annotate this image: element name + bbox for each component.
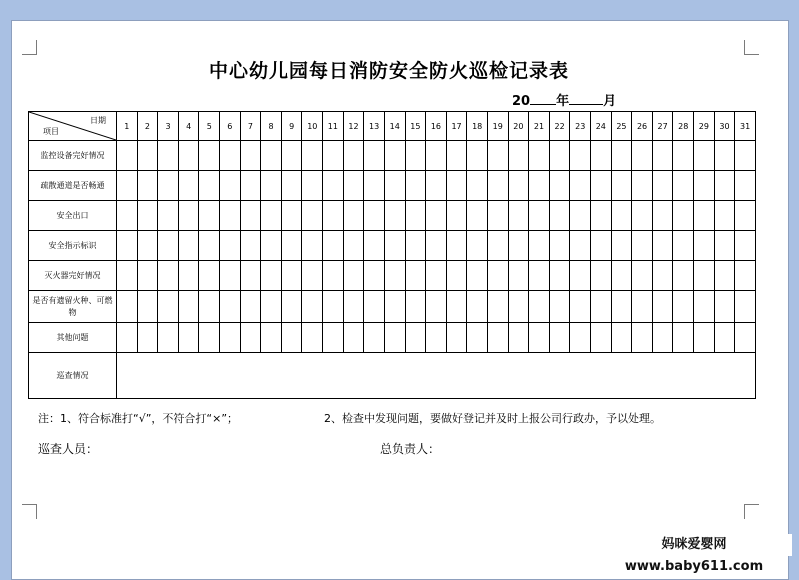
check-cell[interactable] [323,171,344,201]
check-cell[interactable] [405,261,426,291]
check-cell[interactable] [302,141,323,171]
check-cell[interactable] [467,231,488,261]
day-header: 7 [240,112,261,141]
day-header: 21 [529,112,550,141]
check-cell[interactable] [611,261,632,291]
check-cell[interactable] [632,261,653,291]
day-header: 3 [158,112,179,141]
check-cell[interactable] [549,261,570,291]
check-cell[interactable] [137,201,158,231]
check-cell[interactable] [467,261,488,291]
inspection-table [28,111,756,399]
check-cell[interactable] [240,231,261,261]
check-cell[interactable] [611,323,632,353]
table-row [29,231,756,261]
check-cell[interactable] [673,291,694,323]
check-cell[interactable] [178,323,199,353]
document-title: 中心幼儿园每日消防安全防火巡检记录表 [208,60,569,82]
check-cell[interactable] [137,141,158,171]
month-blank[interactable] [569,92,603,105]
check-cell[interactable] [199,201,220,231]
check-cell[interactable] [343,291,364,323]
check-cell[interactable] [652,171,673,201]
check-cell[interactable] [714,261,735,291]
day-header: 6 [220,112,241,141]
summary-row [29,353,756,399]
check-cell[interactable] [591,141,612,171]
day-header: 25 [611,112,632,141]
check-cell[interactable] [364,141,385,171]
header-row [29,112,756,141]
check-cell[interactable] [261,323,282,353]
check-cell[interactable] [302,231,323,261]
check-cell[interactable] [364,201,385,231]
check-cell[interactable] [487,201,508,231]
check-cell[interactable] [591,261,612,291]
check-cell[interactable] [117,261,138,291]
check-cell[interactable] [158,201,179,231]
check-cell[interactable] [405,171,426,201]
check-cell[interactable] [405,323,426,353]
day-header: 18 [467,112,488,141]
check-cell[interactable] [158,261,179,291]
day-header: 4 [178,112,199,141]
check-cell[interactable] [426,261,447,291]
row-label: 灭火器完好情况 [29,261,117,291]
day-header: 16 [426,112,447,141]
check-cell[interactable] [137,323,158,353]
check-cell[interactable] [694,323,715,353]
year-label: 年 [556,94,570,109]
note-1: 注：1、符合标准打“√”，不符合打“×”； [38,412,239,425]
check-cell[interactable] [178,201,199,231]
check-cell[interactable] [611,141,632,171]
check-cell[interactable] [673,201,694,231]
check-cell[interactable] [673,261,694,291]
day-header: 12 [343,112,364,141]
check-cell[interactable] [364,171,385,201]
check-cell[interactable] [570,201,591,231]
check-cell[interactable] [446,291,467,323]
check-cell[interactable] [426,171,447,201]
check-cell[interactable] [467,201,488,231]
check-cell[interactable] [735,291,756,323]
check-cell[interactable] [735,231,756,261]
day-header: 31 [735,112,756,141]
check-cell[interactable] [199,231,220,261]
check-cell[interactable] [178,291,199,323]
day-header: 11 [323,112,344,141]
day-header: 17 [446,112,467,141]
table-row [29,171,756,201]
check-cell[interactable] [529,323,550,353]
check-cell[interactable] [714,201,735,231]
check-cell[interactable] [261,171,282,201]
check-cell[interactable] [652,323,673,353]
check-cell[interactable] [117,201,138,231]
check-cell[interactable] [549,141,570,171]
check-cell[interactable] [549,231,570,261]
check-cell[interactable] [446,171,467,201]
check-cell[interactable] [323,231,344,261]
check-cell[interactable] [199,141,220,171]
check-cell[interactable] [281,201,302,231]
check-cell[interactable] [714,171,735,201]
check-cell[interactable] [158,141,179,171]
check-cell[interactable] [591,201,612,231]
check-cell[interactable] [117,323,138,353]
check-cell[interactable] [405,291,426,323]
check-cell[interactable] [240,171,261,201]
check-cell[interactable] [281,231,302,261]
check-cell[interactable] [487,291,508,323]
check-cell[interactable] [426,231,447,261]
check-cell[interactable] [735,171,756,201]
check-cell[interactable] [714,291,735,323]
check-cell[interactable] [220,171,241,201]
check-cell[interactable] [467,171,488,201]
check-cell[interactable] [508,231,529,261]
check-cell[interactable] [467,291,488,323]
check-cell[interactable] [467,323,488,353]
check-cell[interactable] [694,201,715,231]
check-cell[interactable] [529,231,550,261]
table-row [29,141,756,171]
check-cell[interactable] [694,141,715,171]
check-cell[interactable] [323,323,344,353]
table-row [29,261,756,291]
note-2: 2、检查中发现问题，要做好登记并及时上报公司行政办，予以处理。 [324,412,661,425]
check-cell[interactable] [694,291,715,323]
check-cell[interactable] [384,323,405,353]
check-cell[interactable] [199,171,220,201]
check-cell[interactable] [343,171,364,201]
check-cell[interactable] [529,291,550,323]
check-cell[interactable] [735,323,756,353]
check-cell[interactable] [343,201,364,231]
check-cell[interactable] [632,201,653,231]
table-row [29,291,756,323]
check-cell[interactable] [261,201,282,231]
check-cell[interactable] [549,291,570,323]
corner-mark-top-right [744,40,759,55]
day-header: 8 [261,112,282,141]
table-row [29,323,756,353]
check-cell[interactable] [405,231,426,261]
day-header: 29 [694,112,715,141]
day-header: 28 [673,112,694,141]
check-cell[interactable] [384,261,405,291]
day-header: 20 [508,112,529,141]
check-cell[interactable] [446,201,467,231]
day-header: 1 [117,112,138,141]
day-header: 19 [487,112,508,141]
check-cell[interactable] [426,201,447,231]
check-cell[interactable] [281,323,302,353]
day-header: 22 [549,112,570,141]
check-cell[interactable] [652,231,673,261]
check-cell[interactable] [632,323,653,353]
day-header: 10 [302,112,323,141]
check-cell[interactable] [178,171,199,201]
check-cell[interactable] [199,323,220,353]
year-prefix: 20 [512,94,531,109]
check-cell[interactable] [508,201,529,231]
day-header: 26 [632,112,653,141]
check-cell[interactable] [323,141,344,171]
check-cell[interactable] [302,201,323,231]
check-cell[interactable] [302,171,323,201]
check-cell[interactable] [508,323,529,353]
check-cell[interactable] [487,231,508,261]
check-cell[interactable] [652,201,673,231]
header-item-label: 项目 [43,127,59,136]
check-cell[interactable] [570,291,591,323]
check-cell[interactable] [694,231,715,261]
check-cell[interactable] [529,201,550,231]
day-header: 5 [199,112,220,141]
check-cell[interactable] [158,171,179,201]
check-cell[interactable] [611,171,632,201]
check-cell[interactable] [570,261,591,291]
check-cell[interactable] [426,323,447,353]
check-cell[interactable] [508,261,529,291]
day-header: 9 [281,112,302,141]
check-cell[interactable] [570,171,591,201]
check-cell[interactable] [487,261,508,291]
check-cell[interactable] [364,231,385,261]
check-cell[interactable] [364,323,385,353]
check-cell[interactable] [487,141,508,171]
check-cell[interactable] [529,141,550,171]
row-label: 疏散通道是否畅通 [29,171,117,201]
check-cell[interactable] [240,141,261,171]
check-cell[interactable] [446,261,467,291]
check-cell[interactable] [611,201,632,231]
check-cell[interactable] [240,323,261,353]
check-cell[interactable] [508,291,529,323]
check-cell[interactable] [549,323,570,353]
check-cell[interactable] [632,231,653,261]
check-cell[interactable] [529,261,550,291]
check-cell[interactable] [632,291,653,323]
check-cell[interactable] [570,141,591,171]
check-cell[interactable] [446,141,467,171]
check-cell[interactable] [261,141,282,171]
header-date-label: 日期 [90,116,106,125]
check-cell[interactable] [261,261,282,291]
corner-mark-top-left [22,40,37,55]
check-cell[interactable] [549,171,570,201]
check-cell[interactable] [199,291,220,323]
check-cell[interactable] [529,171,550,201]
check-cell[interactable] [591,323,612,353]
check-cell[interactable] [673,231,694,261]
check-cell[interactable] [487,171,508,201]
check-cell[interactable] [652,141,673,171]
header-diagonal-cell [29,112,117,141]
day-header: 15 [405,112,426,141]
check-cell[interactable] [281,171,302,201]
check-cell[interactable] [158,231,179,261]
site-watermark: 妈咪爱婴网 www.baby611.com [596,534,792,556]
check-cell[interactable] [508,141,529,171]
check-cell[interactable] [343,231,364,261]
check-cell[interactable] [220,231,241,261]
check-cell[interactable] [281,141,302,171]
year-blank[interactable] [530,92,556,105]
check-cell[interactable] [426,141,447,171]
day-header: 27 [652,112,673,141]
day-header: 2 [137,112,158,141]
check-cell[interactable] [117,291,138,323]
check-cell[interactable] [673,323,694,353]
corner-mark-bottom-left [22,504,37,519]
check-cell[interactable] [158,291,179,323]
check-cell[interactable] [384,201,405,231]
check-cell[interactable] [137,231,158,261]
summary-input-cell[interactable] [117,353,756,399]
check-cell[interactable] [426,291,447,323]
day-header: 30 [714,112,735,141]
check-cell[interactable] [735,141,756,171]
check-cell[interactable] [117,171,138,201]
year-month-line [512,90,616,109]
check-cell[interactable] [405,141,426,171]
row-label: 监控设备完好情况 [29,141,117,171]
check-cell[interactable] [240,201,261,231]
row-label: 其他问题 [29,323,117,353]
row-label: 安全出口 [29,201,117,231]
check-cell[interactable] [343,261,364,291]
day-header: 24 [591,112,612,141]
check-cell[interactable] [384,171,405,201]
check-cell[interactable] [714,231,735,261]
inspector-signature-label: 巡查人员： [38,442,99,456]
check-cell[interactable] [384,141,405,171]
check-cell[interactable] [611,231,632,261]
check-cell[interactable] [611,291,632,323]
check-cell[interactable] [364,291,385,323]
check-cell[interactable] [323,201,344,231]
check-cell[interactable] [178,261,199,291]
check-cell[interactable] [591,291,612,323]
check-cell[interactable] [446,323,467,353]
check-cell[interactable] [591,231,612,261]
check-cell[interactable] [735,261,756,291]
check-cell[interactable] [487,323,508,353]
check-cell[interactable] [220,141,241,171]
check-cell[interactable] [137,171,158,201]
check-cell[interactable] [591,171,612,201]
check-cell[interactable] [240,291,261,323]
summary-label: 巡查情况 [29,353,117,399]
check-cell[interactable] [570,231,591,261]
check-cell[interactable] [570,323,591,353]
check-cell[interactable] [137,291,158,323]
check-cell[interactable] [281,261,302,291]
check-cell[interactable] [178,231,199,261]
check-cell[interactable] [158,323,179,353]
check-cell[interactable] [508,171,529,201]
check-cell[interactable] [261,291,282,323]
check-cell[interactable] [199,261,220,291]
check-cell[interactable] [549,201,570,231]
check-cell[interactable] [632,171,653,201]
check-cell[interactable] [446,231,467,261]
check-cell[interactable] [220,261,241,291]
day-header: 13 [364,112,385,141]
table-row [29,201,756,231]
check-cell[interactable] [261,231,282,261]
check-cell[interactable] [714,141,735,171]
day-header: 23 [570,112,591,141]
check-cell[interactable] [632,141,653,171]
check-cell[interactable] [694,171,715,201]
check-cell[interactable] [343,323,364,353]
check-cell[interactable] [117,231,138,261]
check-cell[interactable] [281,291,302,323]
check-cell[interactable] [694,261,715,291]
check-cell[interactable] [652,291,673,323]
check-cell[interactable] [302,291,323,323]
row-label: 安全指示标识 [29,231,117,261]
check-cell[interactable] [652,261,673,291]
check-cell[interactable] [178,141,199,171]
check-cell[interactable] [220,323,241,353]
check-cell[interactable] [343,141,364,171]
check-cell[interactable] [735,201,756,231]
day-header: 14 [384,112,405,141]
check-cell[interactable] [137,261,158,291]
check-cell[interactable] [323,291,344,323]
check-cell[interactable] [364,261,385,291]
check-cell[interactable] [714,323,735,353]
check-cell[interactable] [220,201,241,231]
check-cell[interactable] [302,261,323,291]
check-cell[interactable] [220,291,241,323]
row-label: 是否有遗留火种、可燃物 [29,291,117,323]
check-cell[interactable] [467,141,488,171]
check-cell[interactable] [673,171,694,201]
corner-mark-bottom-right [744,504,759,519]
check-cell[interactable] [240,261,261,291]
supervisor-signature-label: 总负责人： [380,442,441,456]
check-cell[interactable] [405,201,426,231]
check-cell[interactable] [302,323,323,353]
check-cell[interactable] [673,141,694,171]
check-cell[interactable] [384,231,405,261]
check-cell[interactable] [384,291,405,323]
check-cell[interactable] [323,261,344,291]
month-label: 月 [603,94,617,109]
check-cell[interactable] [117,141,138,171]
